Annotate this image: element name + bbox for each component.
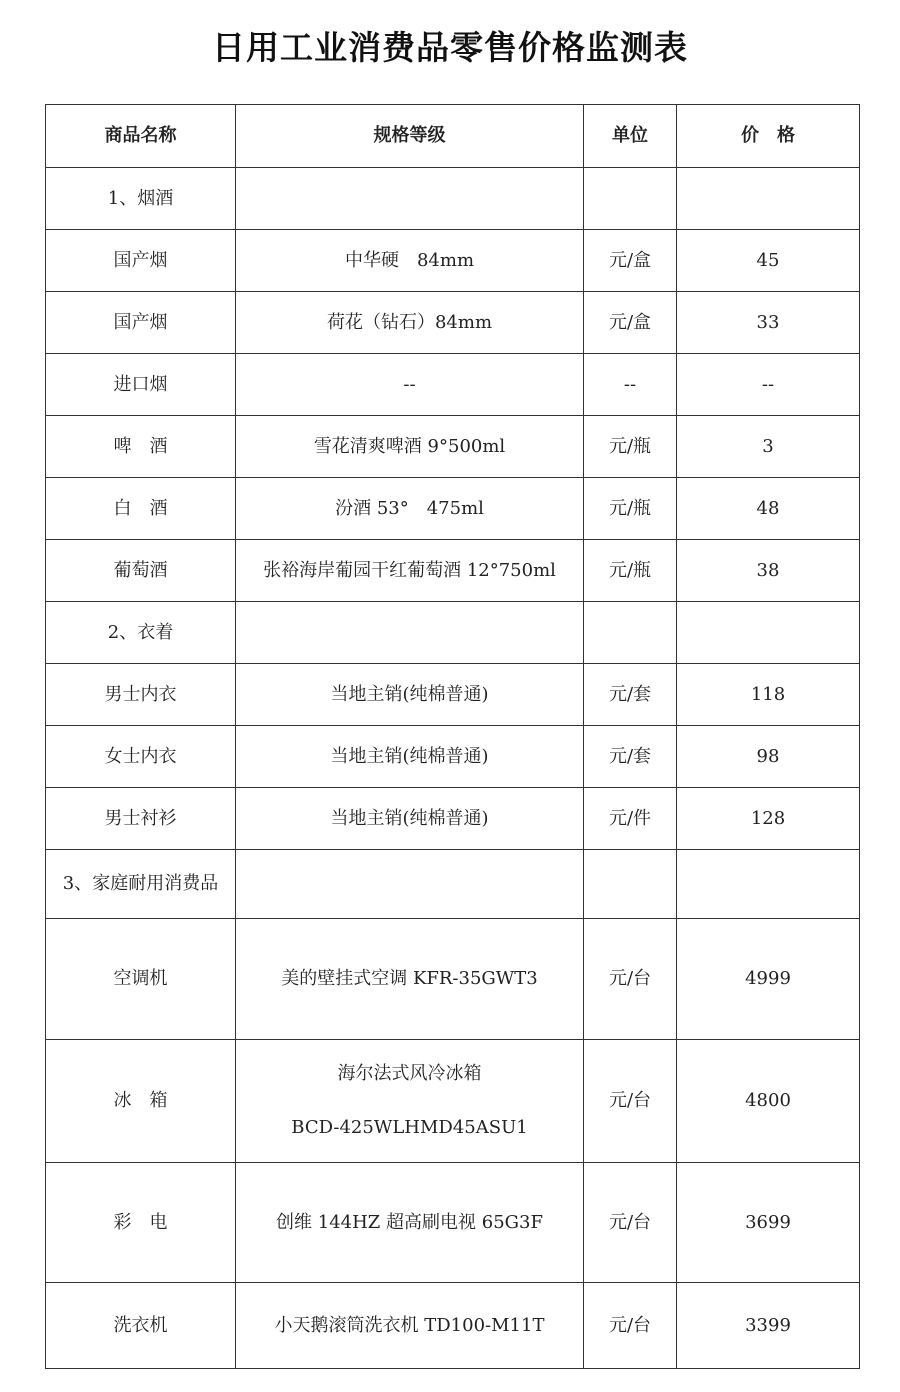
product-name: 进口烟 bbox=[46, 354, 236, 416]
product-price: 33 bbox=[677, 292, 860, 354]
table-row bbox=[46, 664, 860, 726]
product-spec: 汾酒 53° 475ml bbox=[236, 478, 584, 540]
header-row bbox=[46, 105, 860, 168]
empty-cell bbox=[584, 602, 677, 664]
product-price: 4999 bbox=[677, 919, 860, 1040]
product-spec: 美的壁挂式空调 KFR-35GWT3 bbox=[236, 919, 584, 1040]
product-name: 男士衬衫 bbox=[46, 788, 236, 850]
product-unit: 元/台 bbox=[584, 1163, 677, 1283]
product-spec: 雪花清爽啤酒 9°500ml bbox=[236, 416, 584, 478]
table-row bbox=[46, 726, 860, 788]
product-unit: -- bbox=[584, 354, 677, 416]
product-name: 彩 电 bbox=[46, 1163, 236, 1283]
table-row bbox=[46, 292, 860, 354]
product-unit: 元/瓶 bbox=[584, 478, 677, 540]
product-unit: 元/盒 bbox=[584, 292, 677, 354]
product-unit: 元/台 bbox=[584, 919, 677, 1040]
product-unit: 元/台 bbox=[584, 1040, 677, 1163]
table-row bbox=[46, 354, 860, 416]
table-row bbox=[46, 1163, 860, 1283]
product-unit: 元/瓶 bbox=[584, 416, 677, 478]
empty-cell bbox=[677, 602, 860, 664]
header-price: 价 格 bbox=[677, 105, 860, 168]
product-model-line: BCD-425WLHMD45ASU1 bbox=[291, 1117, 528, 1138]
category-label: 1、烟酒 bbox=[46, 168, 236, 230]
table-row bbox=[46, 230, 860, 292]
table-row bbox=[46, 478, 860, 540]
product-name: 男士内衣 bbox=[46, 664, 236, 726]
product-price: 118 bbox=[677, 664, 860, 726]
product-price: 98 bbox=[677, 726, 860, 788]
product-price: 128 bbox=[677, 788, 860, 850]
product-name: 冰 箱 bbox=[46, 1040, 236, 1163]
price-monitoring-table bbox=[45, 104, 860, 1369]
product-name: 葡萄酒 bbox=[46, 540, 236, 602]
product-price: 3699 bbox=[677, 1163, 860, 1283]
category-row bbox=[46, 602, 860, 664]
product-unit: 元/套 bbox=[584, 664, 677, 726]
category-row bbox=[46, 850, 860, 919]
table-row bbox=[46, 416, 860, 478]
table-row bbox=[46, 1283, 860, 1369]
empty-cell bbox=[236, 602, 584, 664]
product-spec: 荷花（钻石）84mm bbox=[236, 292, 584, 354]
empty-cell bbox=[584, 850, 677, 919]
empty-cell bbox=[236, 850, 584, 919]
product-spec: 当地主销(纯棉普通) bbox=[236, 664, 584, 726]
product-unit: 元/件 bbox=[584, 788, 677, 850]
empty-cell bbox=[584, 168, 677, 230]
product-spec bbox=[236, 1040, 584, 1163]
product-price: 38 bbox=[677, 540, 860, 602]
product-price: 45 bbox=[677, 230, 860, 292]
product-spec: 当地主销(纯棉普通) bbox=[236, 726, 584, 788]
table-row bbox=[46, 1040, 860, 1163]
product-spec: 小天鹅滚筒洗衣机 TD100-M11T bbox=[236, 1283, 584, 1369]
page-title: 日用工业消费品零售价格监测表 bbox=[212, 28, 688, 67]
category-row bbox=[46, 168, 860, 230]
table-row bbox=[46, 788, 860, 850]
product-spec-line: 海尔法式风冷冰箱 bbox=[337, 1063, 482, 1085]
product-unit: 元/盒 bbox=[584, 230, 677, 292]
product-price: -- bbox=[677, 354, 860, 416]
header-unit: 单位 bbox=[584, 105, 677, 168]
product-unit: 元/套 bbox=[584, 726, 677, 788]
empty-cell bbox=[236, 168, 584, 230]
product-name: 国产烟 bbox=[46, 230, 236, 292]
product-spec: 当地主销(纯棉普通) bbox=[236, 788, 584, 850]
product-price: 48 bbox=[677, 478, 860, 540]
product-price: 4800 bbox=[677, 1040, 860, 1163]
header-name: 商品名称 bbox=[46, 105, 236, 168]
product-name: 洗衣机 bbox=[46, 1283, 236, 1369]
category-label: 3、家庭耐用消费品 bbox=[46, 850, 236, 919]
product-spec: -- bbox=[236, 354, 584, 416]
header-spec: 规格等级 bbox=[236, 105, 584, 168]
product-unit: 元/瓶 bbox=[584, 540, 677, 602]
product-price: 3 bbox=[677, 416, 860, 478]
table-row bbox=[46, 540, 860, 602]
product-name: 女士内衣 bbox=[46, 726, 236, 788]
product-price: 3399 bbox=[677, 1283, 860, 1369]
product-spec: 张裕海岸葡园干红葡萄酒 12°750ml bbox=[236, 540, 584, 602]
product-name: 啤 酒 bbox=[46, 416, 236, 478]
empty-cell bbox=[677, 850, 860, 919]
product-unit: 元/台 bbox=[584, 1283, 677, 1369]
product-spec: 中华硬 84mm bbox=[236, 230, 584, 292]
product-spec: 创维 144HZ 超高刷电视 65G3F bbox=[236, 1163, 584, 1283]
empty-cell bbox=[677, 168, 860, 230]
product-name: 空调机 bbox=[46, 919, 236, 1040]
category-label: 2、衣着 bbox=[46, 602, 236, 664]
table-row bbox=[46, 919, 860, 1040]
product-name: 白 酒 bbox=[46, 478, 236, 540]
product-name: 国产烟 bbox=[46, 292, 236, 354]
